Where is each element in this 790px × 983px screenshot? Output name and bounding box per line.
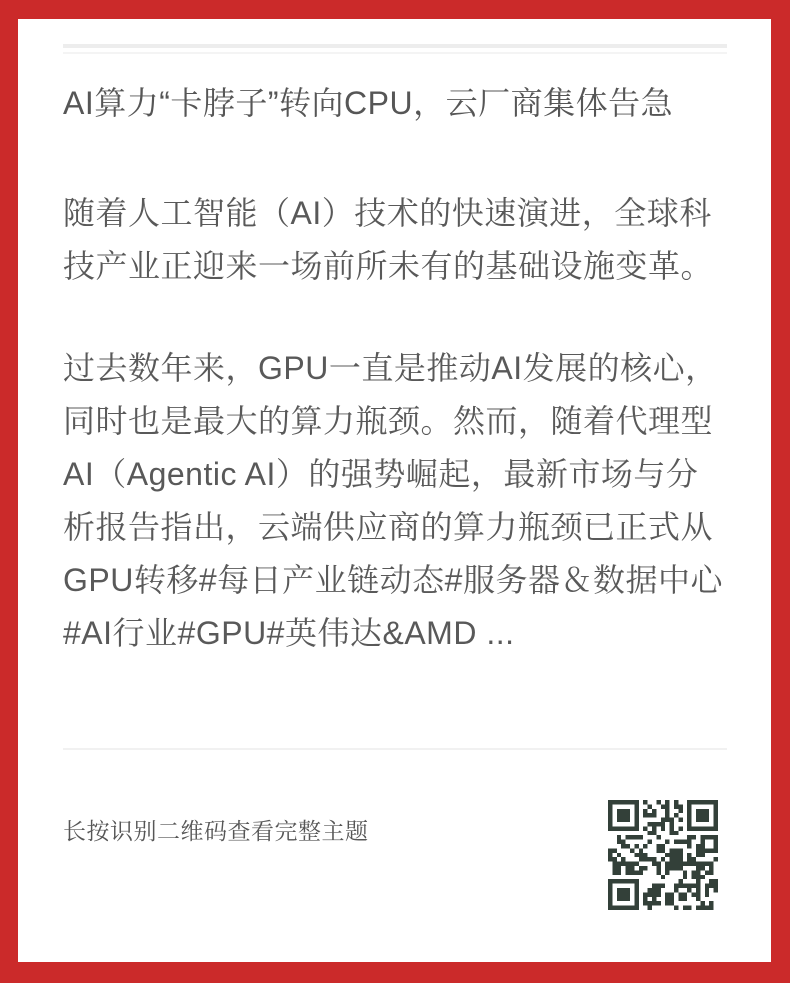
article-title: AI算力“卡脖子”转向CPU，云厂商集体告急 bbox=[63, 85, 674, 121]
qr-code[interactable] bbox=[608, 800, 718, 910]
footer-divider bbox=[63, 748, 727, 750]
top-divider-shadow bbox=[63, 52, 727, 54]
article-paragraph-2: 过去数年来，GPU一直是推动AI发展的核心，同时也是最大的算力瓶颈。然而，随着代理型AI（Agentic AI）的强势崛起，最新市场与分析报告指出，云端供应商的算力瓶颈已正式从GPU转移#每日产业链动态#服务器＆数据中心#AI行业#GPU#英伟达&AMD ... bbox=[63, 350, 723, 651]
article-paragraph-1: 随着人工智能（AI）技术的快速演进，全球科技产业正迎来一场前所未有的基础设施变革。 bbox=[63, 195, 714, 284]
share-card bbox=[18, 19, 771, 962]
qr-hint-label: 长按识别二维码查看完整主题 bbox=[63, 818, 369, 844]
card-content bbox=[18, 44, 771, 910]
top-divider bbox=[63, 44, 727, 48]
footer-row bbox=[63, 800, 727, 910]
